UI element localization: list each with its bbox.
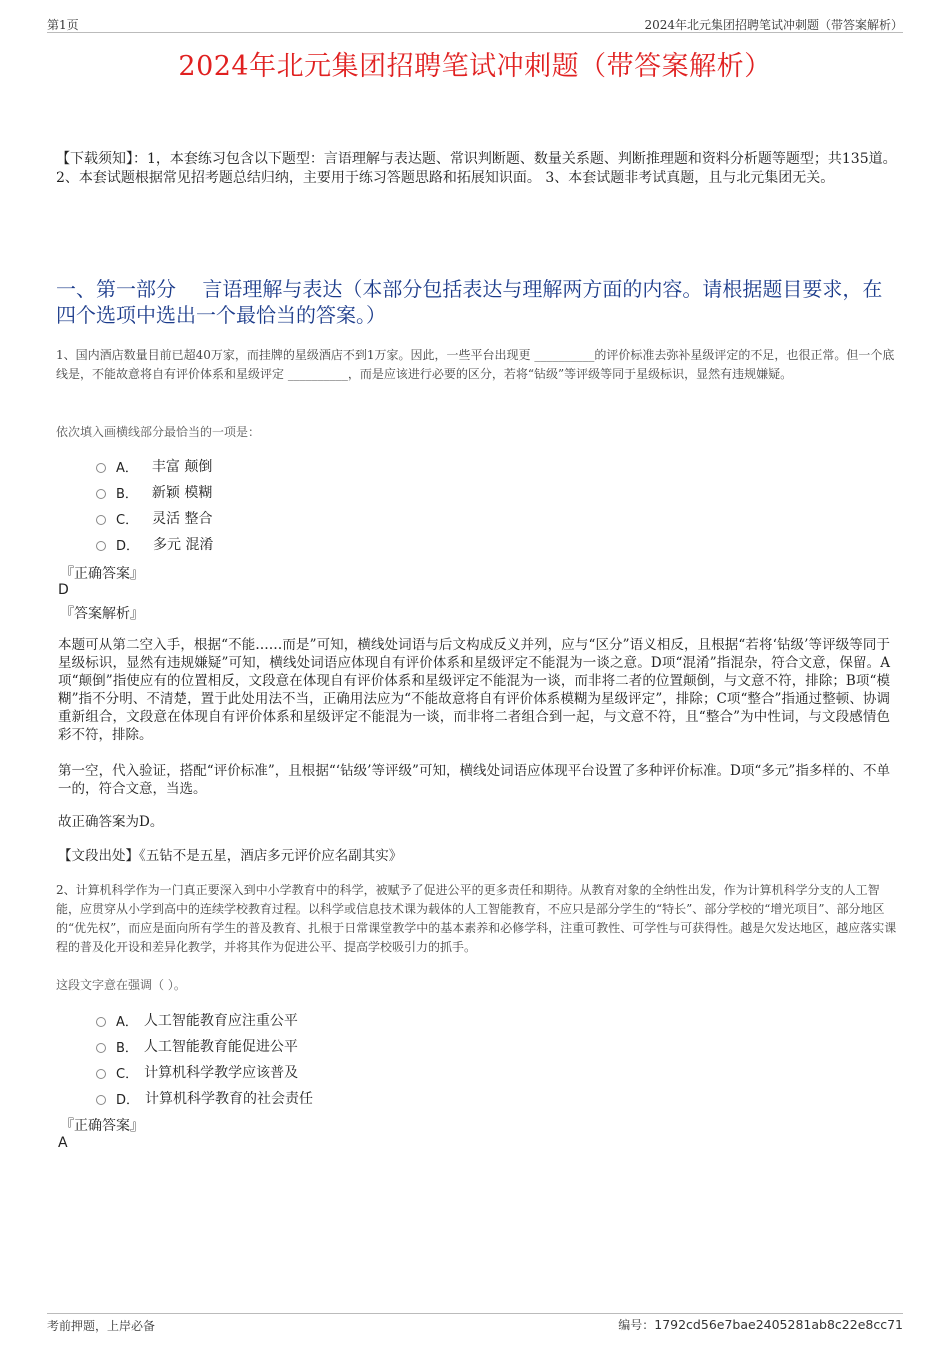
radio-icon[interactable] xyxy=(96,489,106,499)
page-number: 第1页 xyxy=(47,18,79,32)
question-1-options xyxy=(96,453,213,557)
answer-label: 『正确答案』 xyxy=(60,1118,144,1134)
option-c[interactable]: C． 计算机科学教学应该普及 xyxy=(96,1059,313,1085)
question-2-prompt: 这段文字意在强调（ ）。 xyxy=(56,978,186,992)
section-heading: 一、第一部分 言语理解与表达（本部分包括表达与理解两方面的内容。请根据题目要求，在四个选项中选出一个最恰当的答案。） xyxy=(56,277,883,327)
document-title: 2024年北元集团招聘笔试冲刺题（带答案解析） xyxy=(178,51,772,82)
radio-icon[interactable] xyxy=(96,1069,106,1079)
radio-icon[interactable] xyxy=(96,463,106,473)
radio-icon[interactable] xyxy=(96,1043,106,1053)
option-d[interactable]: D． 多元 混淆 xyxy=(96,531,213,557)
question-2-options xyxy=(96,1007,313,1111)
analysis-label: 『答案解析』 xyxy=(60,606,144,622)
question-1-text: 1、国内酒店数量目前已超40万家，而挂牌的星级酒店不到1万家。因此，一些平台出现更 __________的评价标准去弥补星级评定的不足，也很正常。但一个底线是，不能故意将自有评价体系和星级评定 __________，而是应该进行必要的区分，若将“钻级”等评级等同于星级标识，显然有违规嫌疑。 xyxy=(56,348,895,381)
option-a[interactable]: A． 丰富 颠倒 xyxy=(96,453,213,479)
option-b[interactable]: B． 新颖 模糊 xyxy=(96,479,213,505)
source-citation: 【文段出处】《五钻不是五星，酒店多元评价应名副其实》 xyxy=(58,848,403,864)
page-header xyxy=(47,14,903,33)
radio-icon[interactable] xyxy=(96,1095,106,1105)
answer-value: D xyxy=(58,582,69,598)
option-a[interactable]: A． 人工智能教育应注重公平 xyxy=(96,1007,313,1033)
radio-icon[interactable] xyxy=(96,541,106,551)
question-1-prompt: 依次填入画横线部分最恰当的一项是： xyxy=(56,425,261,439)
radio-icon[interactable] xyxy=(96,1017,106,1027)
answer-value: A xyxy=(58,1135,68,1151)
page-footer xyxy=(47,1313,903,1334)
footer-slogan: 考前押题，上岸必备 xyxy=(47,1319,156,1333)
answer-label: 『正确答案』 xyxy=(60,566,144,582)
analysis-conclusion: 故正确答案为D。 xyxy=(58,814,164,830)
analysis-paragraph: 第一空，代入验证，搭配“评价标准”，且根据“‘钻级’等评级”可知，横线处词语应体现平台设置了多种评价标准。D项“多元”指多样的、不单一的，符合文意，当选。 xyxy=(58,763,890,797)
option-c[interactable]: C． 灵活 整合 xyxy=(96,505,213,531)
analysis-paragraph: 本题可从第二空入手，根据“不能……而是”可知，横线处词语与后文构成反义并列，应与“区分”语义相反，且根据“若将‘钻级’等评级等同于星级标识，显然有违规嫌疑”可知，横线处词语应体现自有评价体系和星级评定不能混为一谈之意。D项“混淆”指混杂，符合文意，保留。A项“颠倒”指使应有的位置相反，文段意在体现自有评价体系和星级评定不能混为一谈，而非将二者的位置颠倒，与文意不符，排除；B项“模糊”指不分明、不清楚，置于此处用法不当，正确用法应为“不能故意将自有评价体系模糊为星级评定”，排除；C项“整合”指通过整顿、协调重新组合，文段意在体现自有评价体系和星级评定不能混为一谈，而非将二者组合到一起，与文意不符，且“整合”为中性词，与文段感情色彩不符，排除。 xyxy=(58,637,890,743)
question-2-text: 2、计算机科学作为一门真正要深入到中小学教育中的科学，被赋予了促进公平的更多责任和期待。从教育对象的全纳性出发，作为计算机科学分支的人工智能，应贯穿从小学到高中的连续学校教育过程。以科学或信息技术课为载体的人工智能教育，不应只是部分学生的“特长”、部分学校的“增光项目”、部分地区的“优先权”，而应是面向所有学生的普及教育、扎根于日常课堂教学中的基本素养和必修学科，注重可教性、可学性与可获得性。越是欠发达地区，越应落实课程的普及化开设和差异化教学，并将其作为促进公平、提高学校吸引力的抓手。 xyxy=(56,883,897,954)
option-b[interactable]: B． 人工智能教育能促进公平 xyxy=(96,1033,313,1059)
radio-icon[interactable] xyxy=(96,515,106,525)
footer-code: 编号：1792cd56e7bae2405281ab8c22e8cc71 xyxy=(618,1317,903,1332)
header-doc-title: 2024年北元集团招聘笔试冲刺题（带答案解析） xyxy=(644,18,903,32)
option-d[interactable]: D． 计算机科学教育的社会责任 xyxy=(96,1085,313,1111)
download-notice: 【下载须知】：1，本套练习包含以下题型：言语理解与表达题、常识判断题、数量关系题、判断推理题和资料分析题等题型；共135道。 2、本套试题根据常见招考题总结归纳，主要用于练习答题思路和拓展知识面。 3、本套试题非考试真题，且与北元集团无关。 xyxy=(56,151,897,186)
